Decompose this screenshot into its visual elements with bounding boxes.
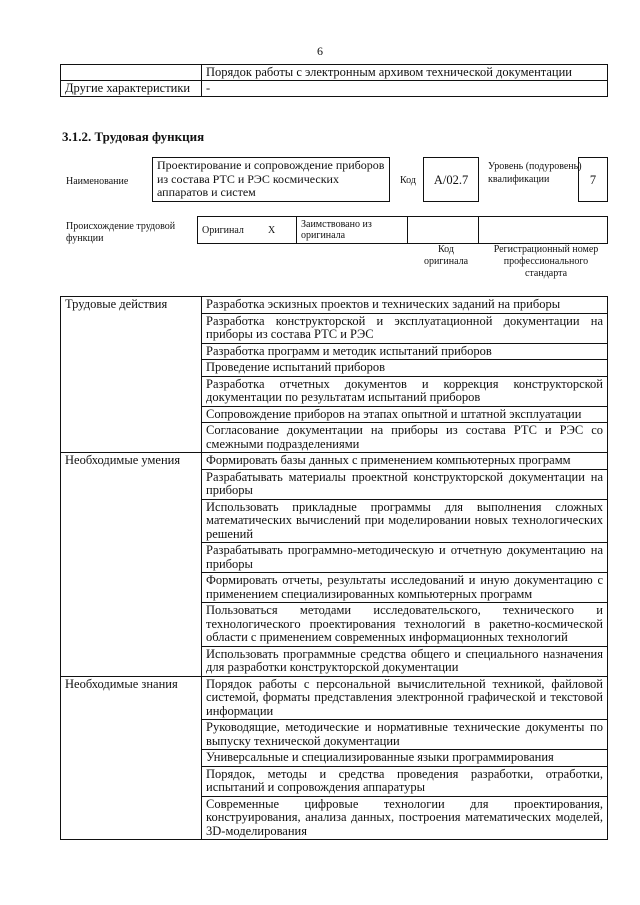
section-item: Сопровождение приборов на этапах опытной и штатной эксплуатации [202,406,608,423]
section-item: Разрабатывать программно-методическую и отчетную документацию на приборы [202,543,608,573]
qualification-level-label [488,160,640,186]
code-label: Код [400,175,416,186]
origin-code-caption: Код оригинала [423,244,469,267]
section-item: Порядок, методы и средства проведения разработки, отработки, испытаний и сопровождения аппаратуры [202,766,608,796]
borrowed-label: Заимствовано из оригинала [297,217,408,244]
empty-cell [61,65,202,81]
section-item: Разработка отчетных документов и коррекция конструкторской документации по результатам испытаний приборов [202,376,608,406]
section-item: Современные цифровые технологии для проектирования, конструирования, анализа данных, построения математических моделей, 3D-моделирования [202,796,608,840]
section-item: Пользоваться методами исследовательского, технического и технологического проектирования технологий в ракетно-космической области с применением современных информационных технологий [202,603,608,647]
section-item: Разработка конструкторской и эксплуатационной документации на приборы из состава РТС и РЭС [202,313,608,343]
origin-code-cell [408,217,479,244]
origin-reg-cell [479,217,608,244]
section-item: Использовать прикладные программы для выполнения сложных математических вычислений при моделировании новых технологических решений [202,499,608,543]
origin-label: Происхождение трудовой функции [66,221,176,244]
table-row [61,453,608,470]
previous-function-table [60,64,608,97]
section-title: Необходимые умения [61,453,202,677]
table-row [61,297,608,314]
section-item: Порядок работы с персональной вычислительной техникой, файловой системой, форматы представления электронной графической и текстовой информации [202,676,608,720]
table-row [61,676,608,720]
code-value-box: A/02.7 [423,157,479,202]
page-number: 6 [317,44,323,58]
section-title: Необходимые знания [61,676,202,840]
section-item: Руководящие, методические и нормативные технические документы по выпуску технической документации [202,720,608,750]
other-characteristics-label: Другие характеристики [61,81,202,97]
name-label: Наименование [66,176,129,187]
other-characteristics-value: - [202,81,608,97]
section-heading: 3.1.2. Трудовая функция [62,129,205,144]
original-mark: X [264,217,297,244]
registration-number-caption: Регистрационный номер профессионального стандарта [493,244,599,279]
level-label-text: Уровень (подуровень) квалификации [488,161,582,185]
section-item: Разрабатывать материалы проектной конструкторской документации на приборы [202,469,608,499]
origin-table [197,216,608,244]
function-name-box: Проектирование и сопровождение приборов из состава РТС и РЭС космических аппаратов и систем [152,157,390,202]
section-item: Проведение испытаний приборов [202,360,608,377]
qualification-level-box: 7 [578,157,608,202]
original-label: Оригинал [198,217,265,244]
section-item: Использовать программные средства общего и специального назначения для разработки конструкторской документации [202,646,608,676]
section-item: Разработка программ и методик испытаний приборов [202,343,608,360]
section-item: Универсальные и специализированные языки программирования [202,750,608,767]
section-item: Формировать базы данных с применением компьютерных программ [202,453,608,470]
section-item: Формировать отчеты, результаты исследований и иную документацию с применением специализированных компьютерных программ [202,573,608,603]
table-cell: Порядок работы с электронным архивом технической документации [202,65,608,81]
labor-function-table [60,296,608,840]
section-title: Трудовые действия [61,297,202,453]
section-item: Согласование документации на приборы из состава РТС и РЭС со смежными подразделениями [202,423,608,453]
section-item: Разработка эскизных проектов и технических заданий на приборы [202,297,608,314]
